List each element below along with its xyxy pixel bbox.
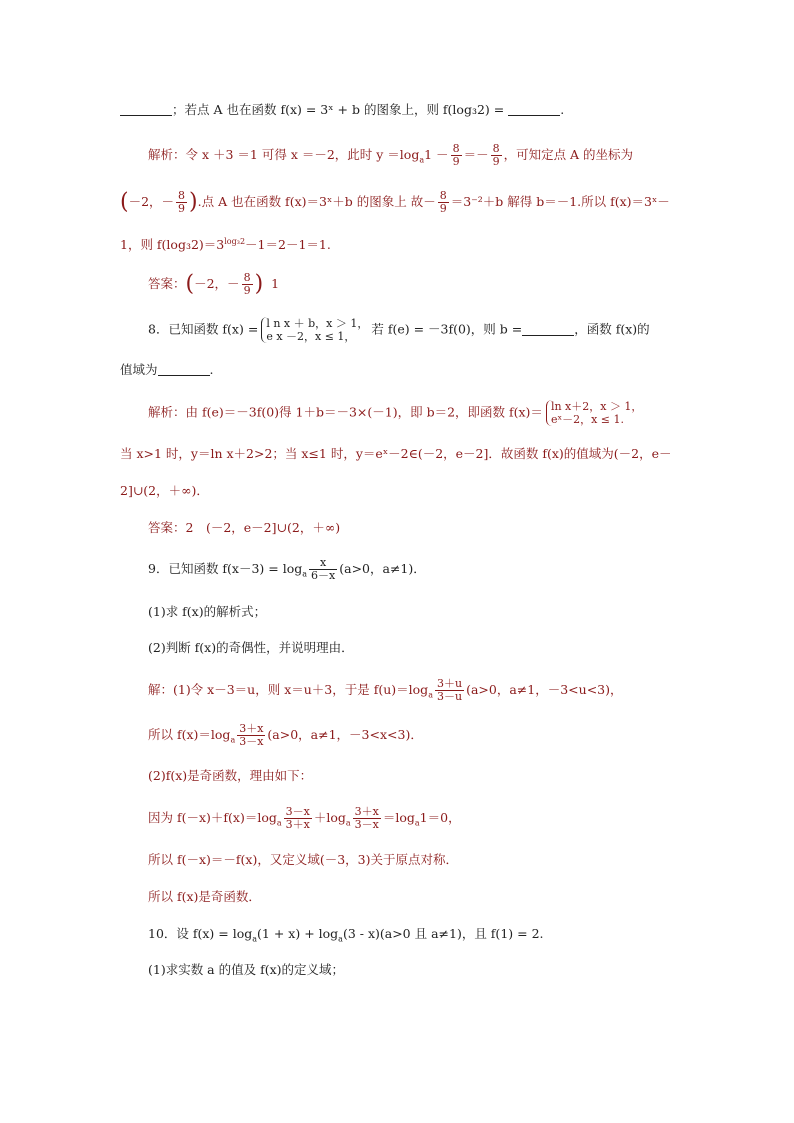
answer-blank xyxy=(120,103,172,116)
solution-9-line-5: 所以 f(－x)＝－f(x)，又定义域(－3，3)关于原点对称． xyxy=(148,852,458,867)
solution-line-2: 解析：令 x ＋3 ＝1 可得 x ＝－2，此时 $y =\log_a1$ － $\frac{8}{9}$ ＝－ $\frac{8}{9}$ ，可知定点 A 的坐标为 xyxy=(148,142,634,168)
piecewise-brace: l n x ＋ b，x ＞ 1， e x －2，x ≤ 1， xyxy=(261,317,368,343)
question-10-part-1: (1)求实数 a 的值及 f(x)的定义域； xyxy=(148,962,345,977)
fraction: $\frac{x}{6-x}$ xyxy=(311,556,336,582)
fraction: $\frac{8}{9}$ xyxy=(439,189,447,215)
solution-9-line-2: 所以 $f(x)=\log_a$ $\frac{3+x}{3-x}$ (a>0，a≠1，－3<x<3)． xyxy=(148,722,423,748)
solution-line-3: (－2，－ $\frac{8}{9}$ ).点 A 也在函数 f(x)＝3ˣ＋b 的图象上 故－ $\frac{8}{9}$ ＝3⁻²＋b 解得 b＝－1.所以 f(x)＝3ˣ－ xyxy=(120,189,670,215)
solution-8-line-3: 2]∪(2，＋∞)． xyxy=(120,483,209,498)
solution-line-4: 1，则 $f(\log_32)=3^{log_32}-1=2-1=1$. xyxy=(120,237,331,253)
fraction: $\frac{3+x}{3-x}$ xyxy=(239,722,264,748)
line-1: ；若点 A 也在函数 f(x) = 3ˣ + b 的图象上，则 f(log₃2) = . xyxy=(120,100,694,120)
question-9-part-2: (2)判断 f(x)的奇偶性，并说明理由． xyxy=(148,640,354,655)
question-9-part-1: (1)求 f(x)的解析式； xyxy=(148,604,267,619)
answer-blank xyxy=(158,363,210,376)
solution-8-line-2: 当 x>1 时，y＝ln x＋2>2；当 x≤1 时，y＝eˣ－2∈(－2，e－2]．故函数 f(x)的值域为(－2，e－ xyxy=(120,446,672,461)
solution-9-line-1: 解：(1)令 x－3＝u，则 x＝u＋3，于是 $f(u)=\log_a$ $\frac{3+u}{3-u}$ (a>0，a≠1，－3<u<3)， xyxy=(148,677,623,703)
question-8-cont: 值域为 . xyxy=(120,362,214,377)
answer-8: 答案：2 (－2，e－2]∪(2，＋∞) xyxy=(148,520,341,535)
question-10: 10．设 $f(x) = \log_a(1 + x) + \log_a(3 - x)(a>0$ 且 a≠1)，且 f(1) = 2. xyxy=(148,926,544,944)
fraction: $\frac{3+u}{3-u}$ xyxy=(436,677,463,703)
solution-9-line-3: (2)f(x)是奇函数，理由如下： xyxy=(148,768,313,783)
fraction: $\frac{8}{9}$ xyxy=(243,271,251,297)
fraction: $\frac{3+x}{3-x}$ xyxy=(354,805,379,831)
fraction: $\frac{8}{9}$ xyxy=(452,142,460,168)
question-9: 9．已知函数 $f(x-3) = \log_a$ $\frac{x}{6-x}$ (a>0，a≠1)． xyxy=(148,556,426,582)
fraction: $\frac{3-x}{3+x}$ xyxy=(285,805,310,831)
fraction: $\frac{8}{9}$ xyxy=(178,189,186,215)
solution-9-line-6: 所以 f(x)是奇函数． xyxy=(148,889,261,904)
answer-blank xyxy=(522,323,574,336)
question-8: 8．已知函数 f(x) = l n x ＋ b，x ＞ 1， e x －2，x ≤ 1， 若 f(e) = －3f(0)，则 b = ，函数 f(x)的 xyxy=(148,317,650,343)
solution-9-line-4: 因为 $f(-x)+f(x)=\log_a$ $\frac{3-x}{3+x}$ $+\log_a$ $\frac{3+x}{3-x}$ $=\log_a1=0$， xyxy=(148,805,461,831)
answer-line-7: 答案：(－2，－ $\frac{8}{9}$ ) 1 xyxy=(148,271,280,297)
piecewise-brace: ln x＋2，x ＞ 1， eˣ－2，x ≤ 1. xyxy=(546,400,643,426)
fraction: $\frac{8}{9}$ xyxy=(492,142,500,168)
solution-8-line-1: 解析：由 f(e)＝－3f(0)得 1＋b＝－3×(－1)，即 b＝2，即函数 f(x)＝ ln x＋2，x ＞ 1， eˣ－2，x ≤ 1. xyxy=(148,400,643,426)
answer-blank xyxy=(508,103,560,116)
